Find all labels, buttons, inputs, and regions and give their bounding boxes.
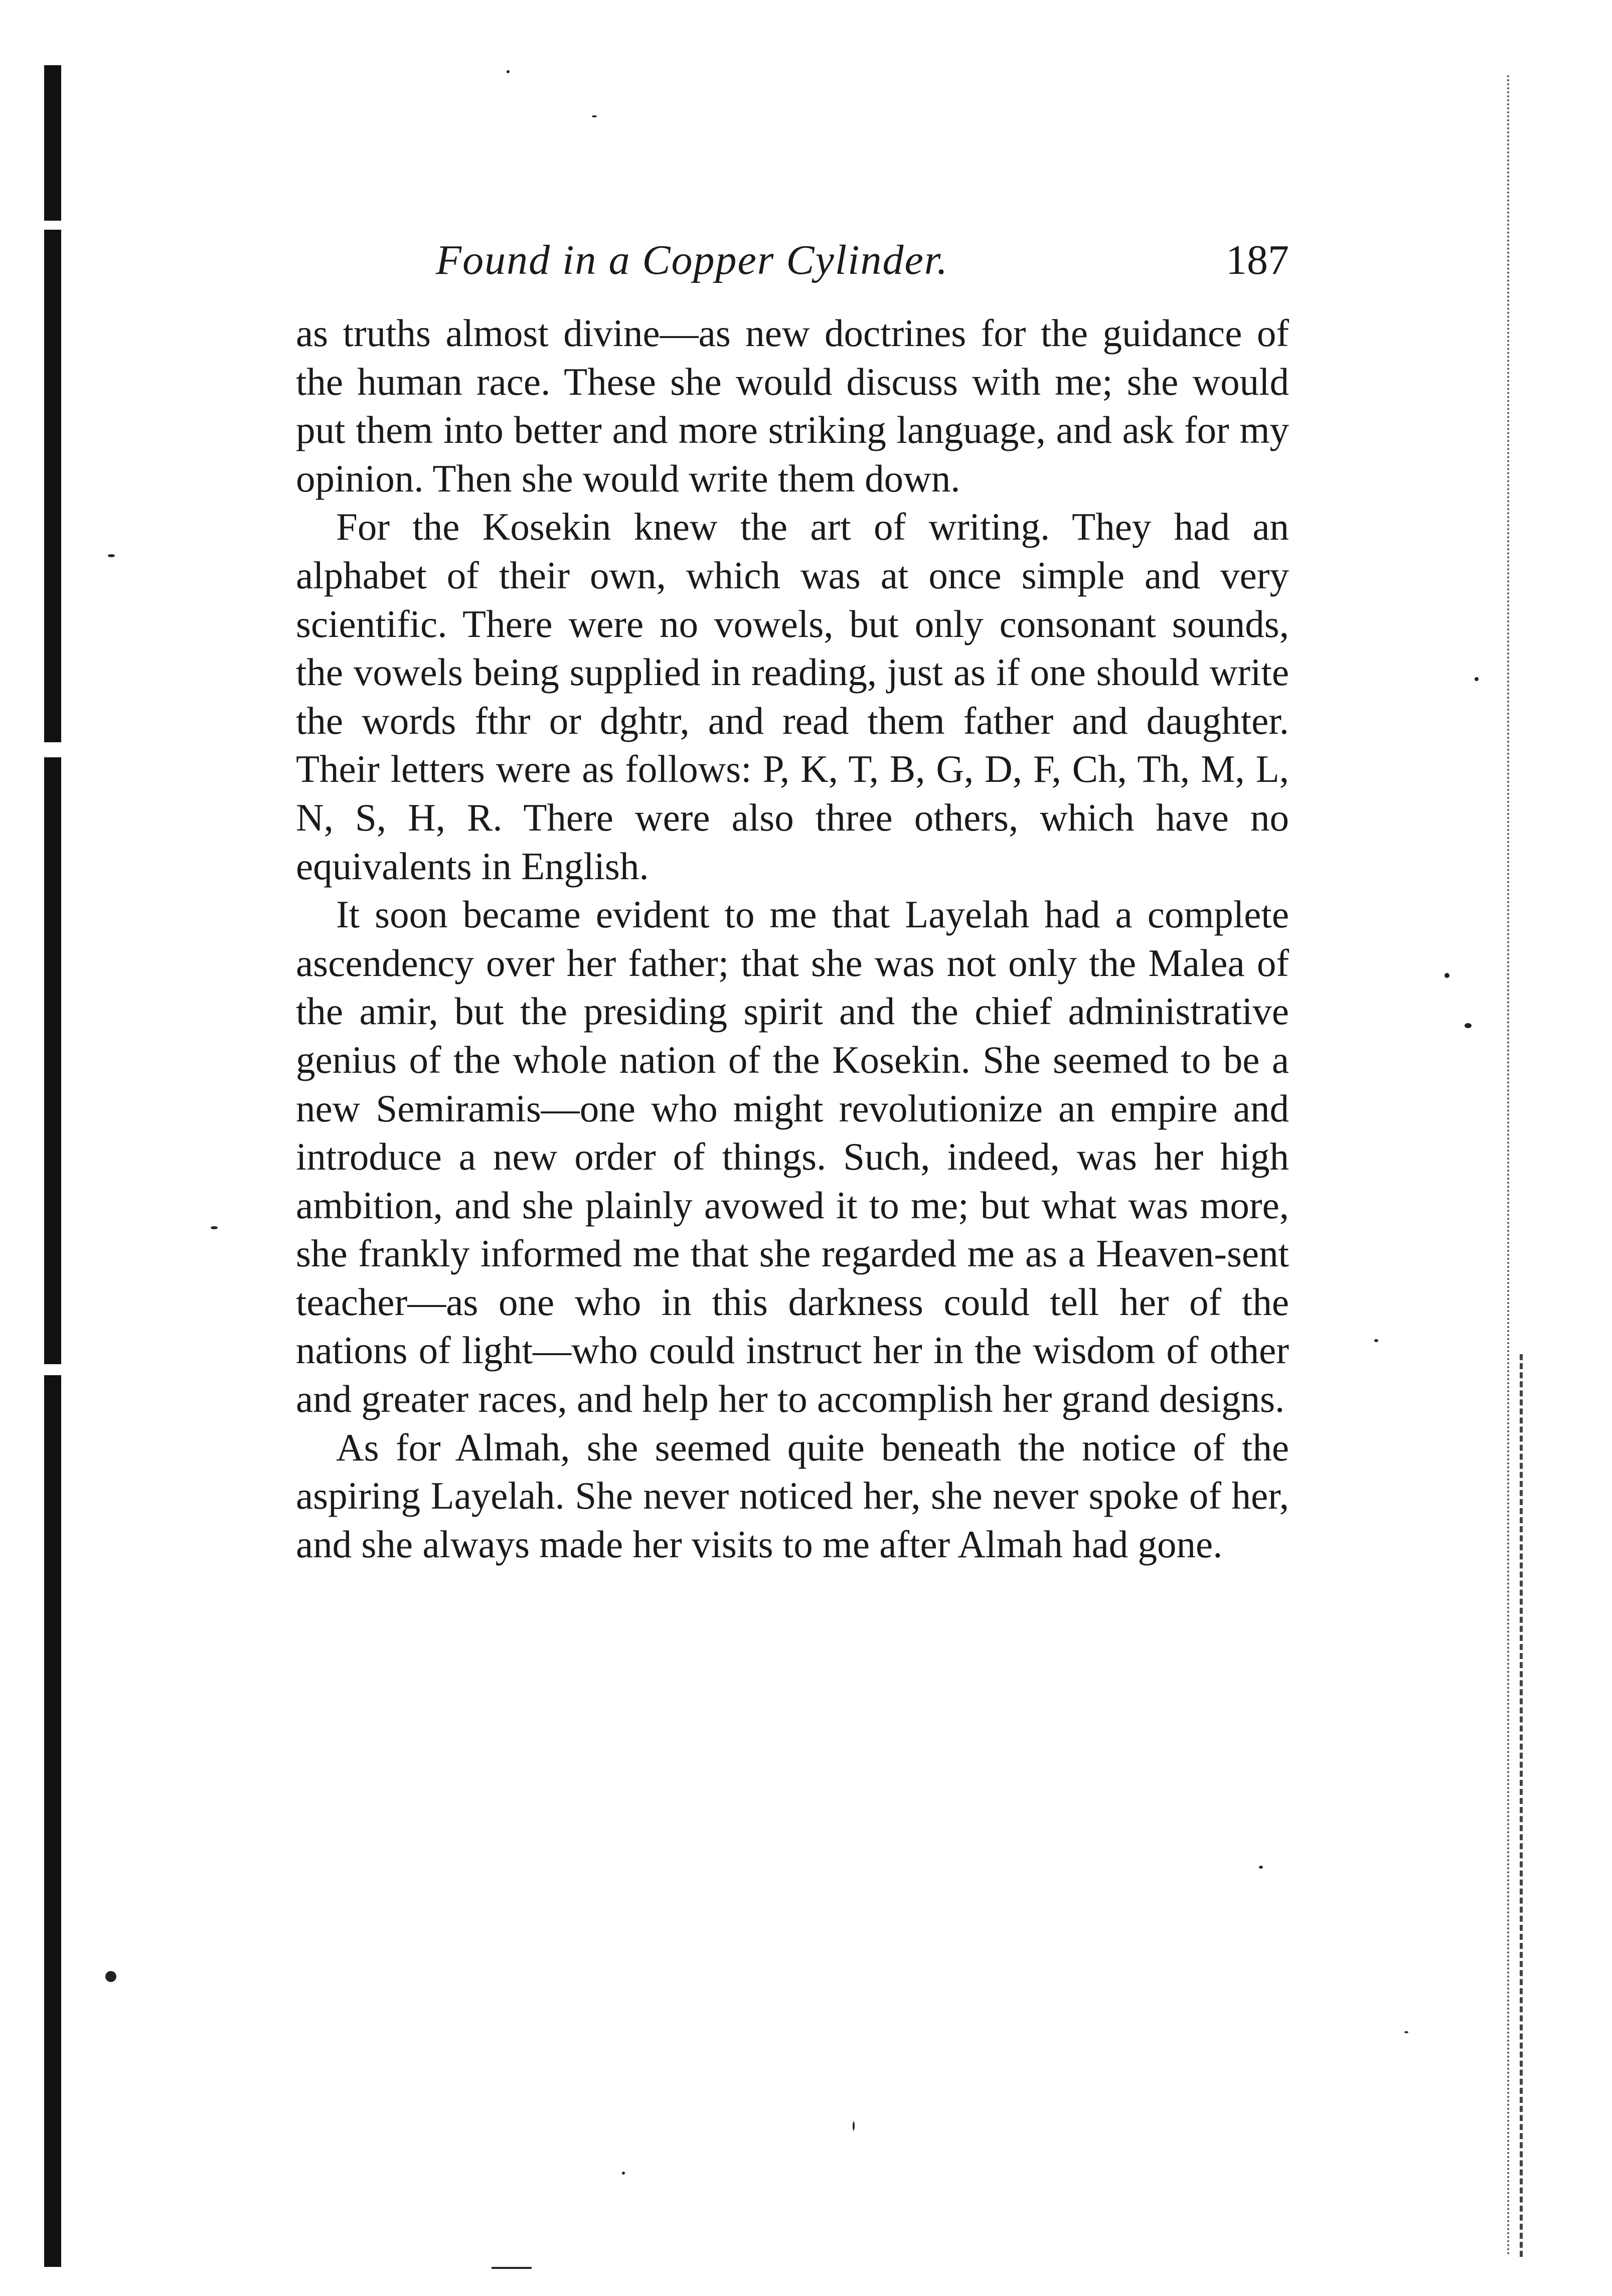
paragraph: It soon became evident to me that Layelah had a complete ascendency over her father; that she was not only the Malea of the amir, but the presiding spirit and the chief administrative genius of the whole nation of the Kosekin. She seemed to be a new Semiramis—one who might revolutionize an empire and introduce a new order of things. Such, indeed, was her high ambition, and she plainly avowed it to me; but what was more, she frankly informed me that she regarded me as a Heaven-sent teacher—as one who in this darkness could tell her of the nations of light—who could instruct her in the wisdom of other and greater races, and help her to accomplish her grand designs. — [296, 893, 1289, 1421]
scan-right-edge — [1520, 1354, 1526, 2257]
paragraph: as truths almost divine—as new doctrines for the guidance of the human race. These she would discuss with me; she would put them into better and more striking language, and ask for my opinion. Then she would write them down. — [296, 311, 1289, 500]
scan-edge-gap — [44, 1364, 61, 1375]
scan-edge-gap — [44, 742, 61, 757]
page-header — [296, 236, 1289, 296]
scan-left-edge — [44, 65, 61, 2267]
scan-edge-gap — [44, 221, 61, 230]
page-number: 187 — [1226, 237, 1289, 283]
scan-right-edge — [1507, 75, 1511, 2257]
paragraph: As for Almah, she seemed quite beneath the notice of the aspiring Layelah. She never noticed her, she never spoke of her, and she always made her visits to me after Almah had gone. — [296, 1425, 1289, 1566]
paragraph: For the Kosekin knew the art of writing. They had an alphabet of their own, which was at once simple and very scientific. There were no vowels, but only consonant sounds, the vowels being supplied in reading, just as if one should write the words fthr or dghtr, and read them father and daughter. Their letters were as follows: P, K, T, B, G, D, F, Ch, Th, M, L, N, S, H, R. There were also three others, which have no equivalents in English. — [296, 505, 1289, 888]
running-head: Found in a Copper Cylinder. — [435, 237, 949, 283]
body-text — [296, 309, 1289, 1568]
